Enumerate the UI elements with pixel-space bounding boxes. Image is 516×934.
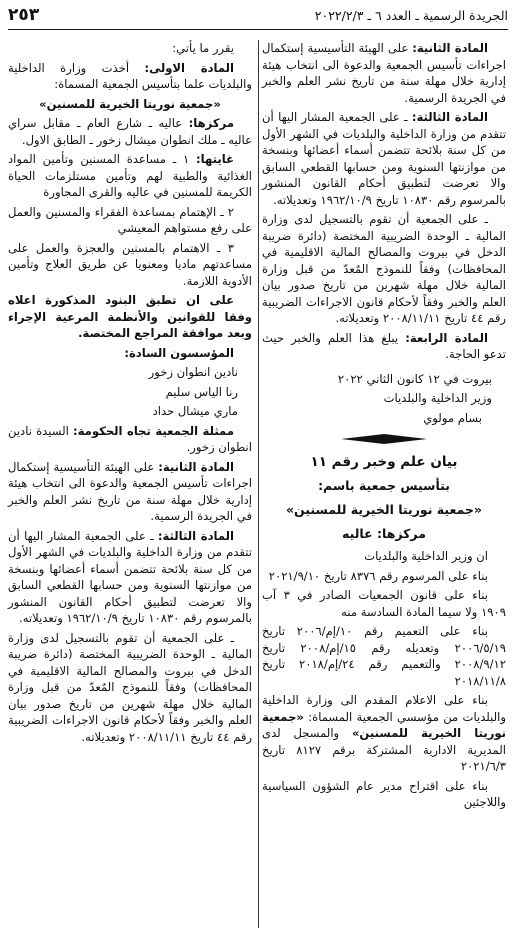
column-divider xyxy=(258,40,259,928)
signature-name: بسام مولوي xyxy=(423,410,482,425)
article-1-label: المادة الاولى: xyxy=(144,60,234,75)
based-on-notification xyxy=(262,692,506,775)
notification-text-b: والمسجل لدى المديرية الادارية المشتركة برقم ٨١٢٧ تاريخ ٢٠٢١/٦/٣ xyxy=(262,726,506,773)
right-column xyxy=(262,40,506,814)
article-4 xyxy=(262,330,506,363)
association-hq: مركزها: عاليه xyxy=(342,526,426,541)
article-3 xyxy=(262,109,506,208)
goals-label: غايتها: xyxy=(195,152,234,166)
representative-label: ممثلة الجمعية تجاه الحكومة: xyxy=(72,423,235,438)
article-2 xyxy=(8,459,252,525)
association-name: «جمعية نوريتا الخيرية للمسنين» xyxy=(285,502,483,517)
based-on-proposal: بناء على اقتراح مدير عام الشؤون السياسية واللاجئين xyxy=(262,778,506,809)
page-number: ٢٥٣ xyxy=(8,5,40,25)
goal-3: ٣ ـ الاهتمام بالمسنين والعجزة والعمل على مساعدتهم ماديا ومعنويا عن طريق العلاج وتأمين الأدوية اللازمة. xyxy=(8,240,252,288)
article-2-label: المادة الثانية: xyxy=(412,41,489,55)
finance-clause: ـ على الجمعية أن تقوم بالتسجيل لدى وزارة المالية ـ الوحدة الضريبية المختصة (دائرة ضريبة الدخل في بيروت والمصالح المالية الاقليمية في المحافظات) وفقاً للنموذج المُعدّ من قبل وزارة المالية خلال مهلة شهرين من تاريخ صدور بيان العلم والخبر وفقاً لأحكام قانون الاجراءات الضريبية رقم ٤٤ تاريخ ٢٠٠٨/١١/١١ وتعديلاته. xyxy=(8,630,252,744)
founder-name: ماري ميشال حداد xyxy=(152,404,238,418)
signature-title: وزير الداخلية والبلديات xyxy=(383,391,492,405)
article-2-label: المادة الثانية: xyxy=(158,459,235,474)
conditions-clause: على ان تطبق البنود المذكورة اعلاه وفقا للقوانين والأنظمة المرعية الإجراء وبعد موافقة المراجع المختصة. xyxy=(8,293,252,340)
section-ornament xyxy=(262,432,506,446)
association-name: «جمعية نوريتا الخيرية للمسنين» xyxy=(39,96,221,111)
based-on-decree: بناء على المرسوم رقم ٨٣٧٦ تاريخ ٢٠٢١/٩/١٠ xyxy=(268,568,488,583)
article-2-text: على الهيئة التأسيسية إستكمال اجراءات تأسيس الجمعية والدعوة الى انتخاب هيئة إدارية خلال مهلة سنة من تاريخ نشر العلم والخبر في الجريدة الرسمية. xyxy=(8,459,252,523)
based-on-law: بناء على قانون الجمعيات الصادر في ٣ آب ١٩٠٩ ولا سيما المادة السادسة منه xyxy=(262,588,506,619)
article-3 xyxy=(8,528,252,627)
government-representative xyxy=(8,423,252,456)
article-4-text: يبلغ هذا العلم والخبر حيث تدعو الحاجة. xyxy=(262,330,506,361)
header-rule xyxy=(8,29,508,30)
article-2 xyxy=(262,40,506,106)
goal-1 xyxy=(8,151,252,201)
founder-name: رنا الياس سليم xyxy=(165,384,238,399)
decides-heading: يقرر ما يأتي: xyxy=(172,41,234,55)
headquarters-text: عاليه ـ شارع العام ـ مقابل سراي عاليه ـ ملك انطوان ميشال زخور ـ الطابق الاول. xyxy=(8,116,252,147)
founders-label: المؤسسون السادة: xyxy=(124,345,234,360)
article-3-label: المادة الثالثة: xyxy=(157,528,234,543)
ornament-icon xyxy=(339,433,429,445)
headquarters-label: مركزها: xyxy=(188,116,235,130)
headquarters xyxy=(8,115,252,148)
article-3-text: ـ على الجمعية المشار اليها أن تتقدم من وزارة الداخلية والبلديات في الشهر الأول من كل سنة بلائحة تتضمن أسماء أعضائها وبنسخة من موازنتها السنوية ومن حسابها القطعي السابق والا تعرضت لتطبيق أحكام القانون المنشور بالمرسوم رقم ١٠٨٣٠ تاريخ ١٩٦٢/١٠/٩ وتعديلاته. xyxy=(8,528,252,625)
article-2-text: على الهيئة التأسيسية إستكمال اجراءات تأسيس الجمعية والدعوة الى انتخاب هيئة إدارية خلال مهلة سنة من تاريخ نشر العلم والخبر في الجريدة الرسمية. xyxy=(262,41,506,105)
signature-place-date: بيروت في ١٢ كانون الثاني ٢٠٢٢ xyxy=(337,371,492,386)
left-column xyxy=(8,40,252,748)
minister-intro: ان وزير الداخلية والبلديات xyxy=(364,549,488,563)
page-header xyxy=(8,6,508,28)
article-1 xyxy=(8,60,252,93)
goal-2: ٢ ـ الإهتمام بمساعدة الفقراء والمسنين والعمل على رفع مستواهم المعيشي xyxy=(8,204,252,235)
finance-clause: ـ على الجمعية أن تقوم بالتسجيل لدى وزارة المالية ـ الوحدة الضريبية المختصة (دائرة ضريبة الدخل في بيروت والمصالح المالية الاقليمية في المحافظات) وفقاً للنموذج المُعدّ من قبل وزارة المالية خلال مهلة شهرين من تاريخ صدور بيان العلم والخبر وفقاً لأحكام قانون الاجراءات الضريبية رقم ٤٤ تاريخ ٢٠٠٨/١١/١١ وتعديلاته. xyxy=(262,212,506,325)
notice-title: بيان علم وخبر رقم ١١ xyxy=(310,454,458,470)
publication-title: الجريدة الرسمية ـ العدد ٦ ـ ٢٠٢٢/٢/٣ xyxy=(314,8,508,23)
article-4-label: المادة الرابعة: xyxy=(405,330,489,345)
representative-text: السيدة نادين انطوان زخور. xyxy=(8,423,252,454)
goal-1-text: ١ ـ مساعدة المسنين وتأمين المواد الغذائية والطبية لهم وتأمين مستلزمات الحياة الكريمة للمسنين في عاليه والقرى المجاورة xyxy=(8,152,252,199)
article-3-text: ـ على الجمعية المشار اليها أن تتقدم من وزارة الداخلية والبلديات في الشهر الأول من كل سنة بلائحة تتضمن أسماء أعضائها وبنسخة من موازنتها السنوية ومن حسابها القطعي السابق والا تعرضت لتطبيق أحكام القانون المنشور بالمرسوم رقم ١٠٨٣٠ تاريخ ١٩٦٢/١٠/٩ وتعديلاته. xyxy=(262,110,506,207)
notification-association-name: «جمعية نوريتا الخيرية للمسنين» xyxy=(262,709,506,740)
based-on-circular: بناء على التعميم رقم ١٠/إم/٢٠٠٦ تاريخ ٢٠٠٦/٥/١٩ وتعديله رقم ١٥/إم/٢٠٠٨ تاريخ ٢٠٠٨/٩/١٢ والتعميم رقم ٢٤/إم/٢٠١٨ تاريخ ٢٠١٨/١١/٨ xyxy=(262,624,506,688)
founder-name: نادين انطوان زخور xyxy=(148,365,238,379)
notification-text-a: بناء على الاعلام المقدم الى وزارة الداخلية والبلديات من مؤسسي الجمعية المسماة: xyxy=(262,693,506,724)
notice-subtitle: بتأسيس جمعية باسم: xyxy=(318,478,450,493)
article-1-text: أخذت وزارة الداخلية والبلديات علما بتأسيس الجمعية المسماة: xyxy=(8,60,252,91)
article-3-label: المادة الثالثة: xyxy=(411,110,488,124)
